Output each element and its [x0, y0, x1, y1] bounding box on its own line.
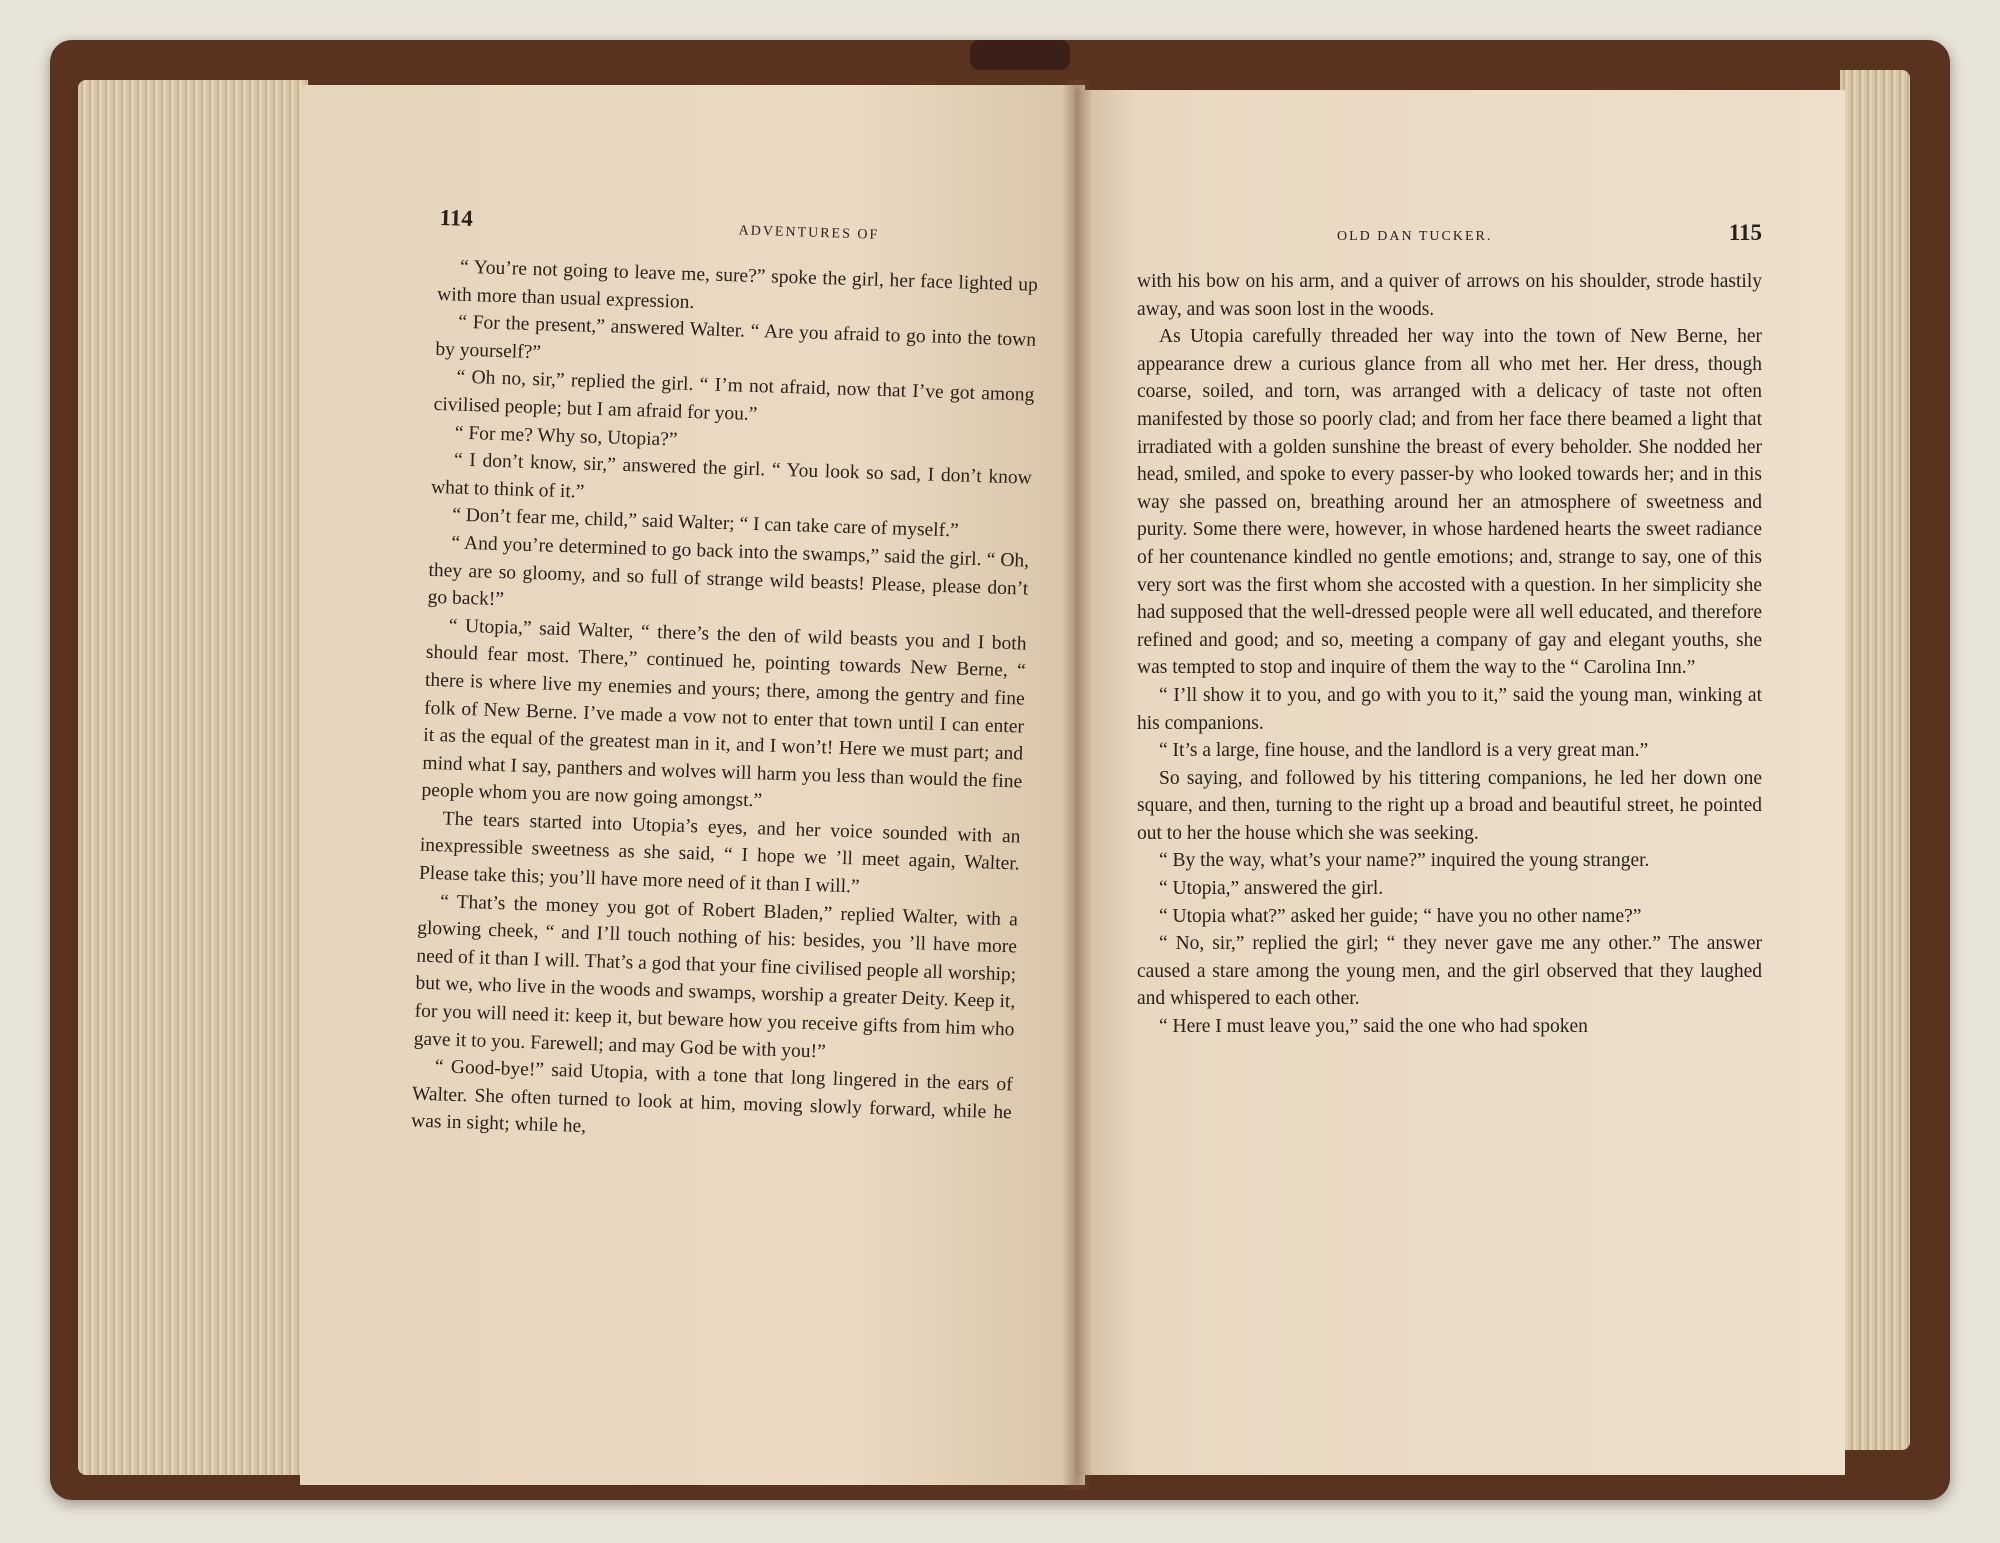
paragraph: “ Utopia what?” asked her guide; “ have you no other name?”: [1159, 905, 1642, 927]
paragraph: “ Good-bye!” said Utopia, with a tone that long lingered in the ears of Walter. She often turned to look at him, moving slowly forward, while he was in sight; while he,: [410, 1056, 1013, 1138]
page-number: 115: [1728, 220, 1762, 245]
paragraph: “ By the way, what’s your name?” inquired the young stranger.: [1159, 850, 1650, 872]
paragraph: “ It’s a large, fine house, and the landlord is a very great man.”: [1159, 740, 1649, 762]
right-page-edges: [1840, 70, 1910, 1450]
paragraph: “ For me? Why so, Utopia?”: [454, 422, 678, 451]
right-running-head: [1137, 220, 1762, 246]
paragraph: “ Don’t fear me, child,” said Walter; “ I can take care of myself.”: [451, 504, 959, 542]
paragraph: “ I’ll show it to you, and go with you to it,” said the young man, winking at his companions.: [1137, 684, 1762, 734]
right-page: [1075, 90, 1845, 1475]
paragraph: “ For the present,” answered Walter. “ Are you afraid to go into the town by yourself?”: [435, 311, 1037, 364]
left-page-text: [411, 205, 1040, 1154]
paragraph: “ No, sir,” replied the girl; “ they never gave me any other.” The answer caused a stare among the young men, and the girl observed that they laughed and whispered to each other.: [1137, 933, 1762, 1010]
paragraph: “ You’re not going to leave me, sure?” spoke the girl, her face lighted up with more than usual expression.: [436, 256, 1039, 313]
page-number: 114: [439, 205, 474, 232]
paragraph: “ Oh no, sir,” replied the girl. “ I’m not afraid, now that I’ve got among civilised people; but I am afraid for you.”: [433, 366, 1035, 426]
paragraph: The tears started into Utopia’s eyes, and her voice sounded with an inexpressible sweetness as she said, “ I hope we ’ll meet again, Walter. Please take this; you’ll have more need of it than I will.”: [418, 808, 1021, 898]
left-page-edges: [78, 80, 308, 1475]
running-head-title: ADVENTURES OF: [738, 223, 880, 243]
paragraph: So saying, and followed by his tittering companions, he led her down one square, and then, turning to the right up a broad and beautiful street, he pointed out to her the house which she was seeking.: [1137, 767, 1762, 844]
paragraph: As Utopia carefully threaded her way into the town of New Berne, her appearance drew a curious glance from all who met her. Her dress, though coarse, soiled, and torn, was arranged with a delicacy of taste not often manifested by those so poorly clad; and from her face there beamed a light that irradiated with a golden sunshine the breast of every beholder. She nodded her head, smiled, and spoke to every passer-by who looked towards her; and in this way she passed on, breathing around her an atmosphere of sweetness and purity. Some there were, however, in whose hardened hearts the sweet radiance of her countenance kindled no gentle emotions; and, strange to say, one of this very sort was the first whom she accosted with a question. In her simplicity she had supposed that the well-dressed people were all well educated, and therefore refined and good; and so, meeting a company of gay and elegant youths, she was tempted to stop and inquire of them the way to the “ Carolina Inn.”: [1137, 326, 1762, 679]
running-head-title: OLD DAN TUCKER.: [1337, 229, 1493, 244]
paragraph: “ I don’t know, sir,” answered the girl. “ You look so sad, I don’t know what to think of it.”: [430, 449, 1033, 503]
paragraph: “ Utopia,” answered the girl.: [1159, 878, 1384, 900]
paragraph: “ That’s the money you got of Robert Bladen,” replied Walter, with a glowing cheek, “ and I’ll touch nothing of his: besides, you ’ll have more need of it than I will. That’s a god that your fine civilised people all worship; but we, who live in the woods and swamps, worship a greater Deity. Keep it, for you will need it: keep it, but beware how you receive gifts from him who gave it to you. Farewell; and may God be with you!”: [413, 891, 1019, 1063]
paragraph: “ Here I must leave you,” said the one who had spoken: [1159, 1016, 1588, 1038]
paragraph: “ And you’re determined to go back into the swamps,” said the girl. “ Oh, they are so gloomy, and so full of strange wild beasts! Please, please don’t go back!”: [427, 532, 1030, 611]
right-page-text: [1137, 220, 1762, 1041]
paragraph: “ Utopia,” said Walter, “ there’s the den of wild beasts you and I both should fear most. There,” continued he, pointing towards New Berne, “ there is where live my enemies and yours; there, among the gentry and fine folk of New Berne. I’ve made a vow not to enter that town until I can enter it as the equal of the greatest man in it, and I won’t! Here we must part; and mind what I say, panthers and wolves will harm you less than would the fine people whom you are now going amongst.”: [421, 615, 1027, 812]
left-running-head: [439, 205, 1040, 250]
left-page: [300, 85, 1085, 1485]
paragraph: with his bow on his arm, and a quiver of arrows on his shoulder, strode hastily away, and was soon lost in the woods.: [1137, 271, 1762, 320]
book-gutter: [1062, 80, 1092, 1490]
